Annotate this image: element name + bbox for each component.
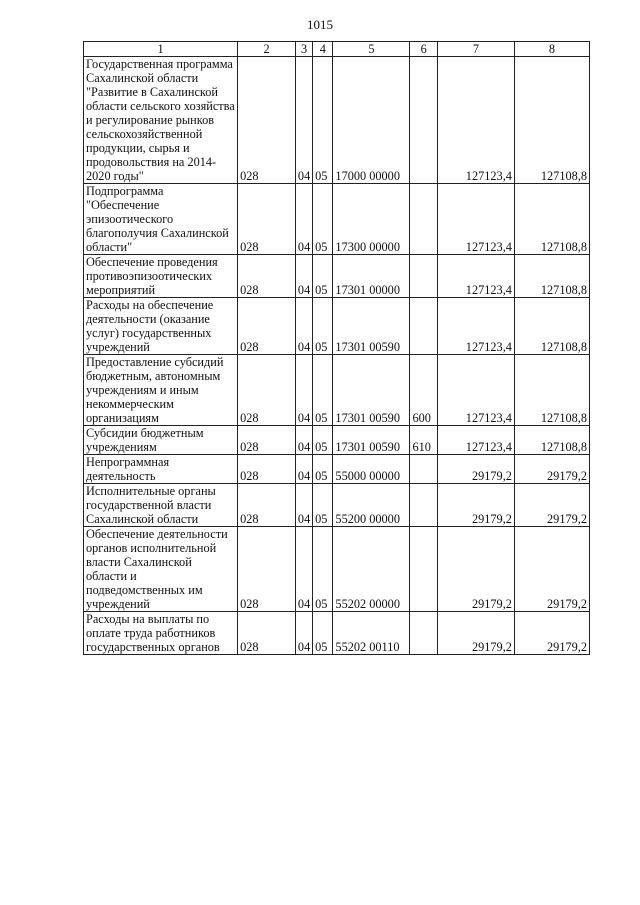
- target-code-cell: 17301 00590: [333, 355, 410, 426]
- row-name-cell: Подпрограмма "Обеспечение эпизоотического благополучия Сахалинской области": [84, 184, 238, 255]
- section-code-cell: 04: [295, 355, 312, 426]
- column-header: 7: [437, 42, 514, 57]
- target-code-cell: 55200 00000: [333, 484, 410, 527]
- table-row: [84, 426, 590, 455]
- section-code-cell: 04: [295, 298, 312, 355]
- subsection-code-cell: 05: [313, 255, 333, 298]
- column-header: 6: [410, 42, 437, 57]
- column-header: 5: [333, 42, 410, 57]
- section-code-cell: 04: [295, 484, 312, 527]
- target-code-cell: 17301 00590: [333, 426, 410, 455]
- target-code-cell: 55202 00110: [333, 612, 410, 655]
- table-header-row: [84, 42, 590, 57]
- subsection-code-cell: 05: [313, 355, 333, 426]
- ministry-code-cell: 028: [238, 57, 296, 184]
- subsection-code-cell: 05: [313, 298, 333, 355]
- row-name-cell: Предоставление субсидий бюджетным, автономным учреждениям и иным некоммерческим организациям: [84, 355, 238, 426]
- row-name-cell: Обеспечение проведения противоэпизоотических мероприятий: [84, 255, 238, 298]
- row-name-cell: Исполнительные органы государственной власти Сахалинской области: [84, 484, 238, 527]
- expense-kind-cell: 610: [410, 426, 437, 455]
- target-code-cell: 17000 00000: [333, 57, 410, 184]
- amount-1-cell: 29179,2: [437, 527, 514, 612]
- amount-1-cell: 127123,4: [437, 426, 514, 455]
- target-code-cell: 17300 00000: [333, 184, 410, 255]
- row-name-cell: Расходы на обеспечение деятельности (оказание услуг) государственных учреждений: [84, 298, 238, 355]
- amount-1-cell: 127123,4: [437, 298, 514, 355]
- section-code-cell: 04: [295, 612, 312, 655]
- expense-kind-cell: [410, 527, 437, 612]
- section-code-cell: 04: [295, 455, 312, 484]
- amount-2-cell: 127108,8: [514, 298, 589, 355]
- amount-2-cell: 127108,8: [514, 184, 589, 255]
- ministry-code-cell: 028: [238, 484, 296, 527]
- target-code-cell: 17301 00590: [333, 298, 410, 355]
- table-row: [84, 298, 590, 355]
- ministry-code-cell: 028: [238, 298, 296, 355]
- row-name-cell: Государственная программа Сахалинской области "Развитие в Сахалинской области сельского хозяйства и регулирование рынков сельскохозяйственной продукции, сырья и продовольствия на 2014-2020 годы": [84, 57, 238, 184]
- subsection-code-cell: 05: [313, 426, 333, 455]
- amount-2-cell: 127108,8: [514, 426, 589, 455]
- expense-kind-cell: 600: [410, 355, 437, 426]
- table-row: [84, 527, 590, 612]
- amount-1-cell: 29179,2: [437, 484, 514, 527]
- column-header: 8: [514, 42, 589, 57]
- subsection-code-cell: 05: [313, 612, 333, 655]
- row-name-cell: Обеспечение деятельности органов исполнительной власти Сахалинской области и подведомственных им учреждений: [84, 527, 238, 612]
- subsection-code-cell: 05: [313, 484, 333, 527]
- subsection-code-cell: 05: [313, 527, 333, 612]
- table-row: [84, 455, 590, 484]
- amount-2-cell: 127108,8: [514, 57, 589, 184]
- ministry-code-cell: 028: [238, 612, 296, 655]
- amount-2-cell: 29179,2: [514, 455, 589, 484]
- expense-kind-cell: [410, 298, 437, 355]
- ministry-code-cell: 028: [238, 426, 296, 455]
- section-code-cell: 04: [295, 184, 312, 255]
- amount-2-cell: 127108,8: [514, 255, 589, 298]
- section-code-cell: 04: [295, 426, 312, 455]
- target-code-cell: 55000 00000: [333, 455, 410, 484]
- amount-2-cell: 127108,8: [514, 355, 589, 426]
- target-code-cell: 55202 00000: [333, 527, 410, 612]
- expense-kind-cell: [410, 455, 437, 484]
- subsection-code-cell: 05: [313, 57, 333, 184]
- expense-kind-cell: [410, 484, 437, 527]
- target-code-cell: 17301 00000: [333, 255, 410, 298]
- amount-1-cell: 29179,2: [437, 612, 514, 655]
- ministry-code-cell: 028: [238, 184, 296, 255]
- ministry-code-cell: 028: [238, 455, 296, 484]
- amount-1-cell: 127123,4: [437, 57, 514, 184]
- table-row: [84, 355, 590, 426]
- table-row: [84, 484, 590, 527]
- row-name-cell: Субсидии бюджетным учреждениям: [84, 426, 238, 455]
- amount-1-cell: 29179,2: [437, 455, 514, 484]
- ministry-code-cell: 028: [238, 355, 296, 426]
- row-name-cell: Непрограммная деятельность: [84, 455, 238, 484]
- column-header: 1: [84, 42, 238, 57]
- page-number: 1015: [307, 17, 333, 32]
- table-row: [84, 612, 590, 655]
- amount-2-cell: 29179,2: [514, 527, 589, 612]
- budget-table: [83, 41, 590, 655]
- amount-2-cell: 29179,2: [514, 484, 589, 527]
- expense-kind-cell: [410, 612, 437, 655]
- section-code-cell: 04: [295, 527, 312, 612]
- table-row: [84, 255, 590, 298]
- table-row: [84, 57, 590, 184]
- ministry-code-cell: 028: [238, 255, 296, 298]
- section-code-cell: 04: [295, 255, 312, 298]
- section-code-cell: 04: [295, 57, 312, 184]
- ministry-code-cell: 028: [238, 527, 296, 612]
- expense-kind-cell: [410, 57, 437, 184]
- expense-kind-cell: [410, 255, 437, 298]
- subsection-code-cell: 05: [313, 455, 333, 484]
- amount-1-cell: 127123,4: [437, 355, 514, 426]
- column-header: 2: [238, 42, 296, 57]
- column-header: 3: [295, 42, 312, 57]
- row-name-cell: Расходы на выплаты по оплате труда работников государственных органов: [84, 612, 238, 655]
- subsection-code-cell: 05: [313, 184, 333, 255]
- expense-kind-cell: [410, 184, 437, 255]
- table-row: [84, 184, 590, 255]
- amount-1-cell: 127123,4: [437, 255, 514, 298]
- amount-1-cell: 127123,4: [437, 184, 514, 255]
- amount-2-cell: 29179,2: [514, 612, 589, 655]
- column-header: 4: [313, 42, 333, 57]
